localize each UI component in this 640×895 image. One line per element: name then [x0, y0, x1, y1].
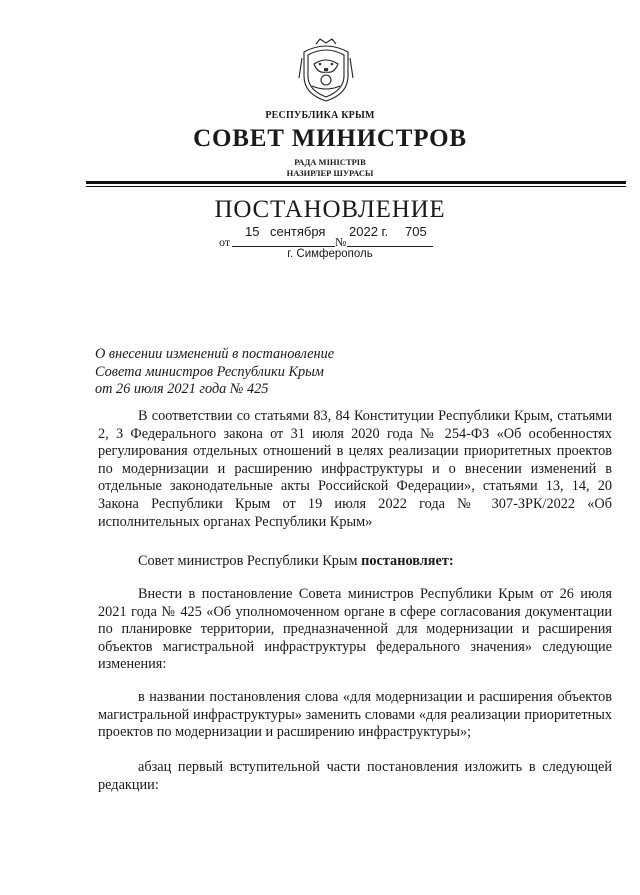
decree-month: сентября	[270, 224, 326, 239]
number-prefix: №	[335, 235, 347, 249]
decree-city: г. Симферополь	[287, 248, 373, 260]
header-thick-rule	[86, 181, 626, 184]
decree-subject	[95, 346, 395, 399]
body-paragraph	[98, 586, 612, 674]
body-paragraph-resolves	[98, 553, 612, 571]
republic-name: РЕСПУБЛИКА КРЫМ	[265, 110, 375, 121]
number-underline	[347, 246, 433, 247]
resolves-keyword: постановляет:	[361, 553, 454, 569]
body-paragraph-text: В соответствии со статьями 83, 84 Конституции Республики Крым, статьями 2, 3 Федерального закона от 31 июля 2020 года № 254-ФЗ «Об особенностях регулирования отдельных отношений в целях реализации приоритетных проектов по модернизации и расширению инфраструктуры и о внесении изменений в отдельные законодательные акты Российской Федерации», статьями 13, 14, 20 Закона Республики Крым от 19 июля 2022 года № 307-ЗРК/2022 «Об исполнительных органах Республики Крым»	[98, 408, 612, 530]
decree-year: 2022 г.	[349, 224, 389, 239]
resolves-text: Совет министров Республики Крым	[138, 553, 358, 569]
council-name: СОВЕТ МИНИСТРОВ	[193, 125, 467, 152]
date-prefix: от	[219, 235, 231, 249]
body-paragraph-text: Внести в постановление Совета министров Республики Крым от 26 июля 2021 года № 425 «Об уполномоченном органе в сфере согласования документации по планировке территории, предназначенной для модернизации и расширения объектов магистральной инфраструктуры федерального значения» следующие изменения:	[98, 586, 612, 673]
body-paragraph	[98, 408, 612, 531]
council-name-ukrainian: РАДА МІНІСТРІВ	[294, 157, 366, 167]
council-name-translations	[0, 157, 640, 179]
body-paragraph	[98, 759, 612, 794]
council-name-crimean-tatar: НАЗИРЛЕР ШУРАСЫ	[286, 168, 374, 178]
body-paragraph-text: в названии постановления слова «для модернизации и расширения объектов магистральной инфраструктуры» заменить словами «для реализации приоритетных проектов по модернизации и расширению инфраструктуры»;	[98, 689, 612, 741]
decree-number: 705	[405, 224, 427, 239]
decree-date-row	[0, 224, 640, 248]
subject-line: О внесении изменений в постановление	[95, 346, 335, 362]
decree-title: ПОСТАНОВЛЕНИЕ	[214, 196, 446, 223]
date-underline	[232, 246, 335, 247]
header-thin-rule	[86, 186, 626, 187]
subject-line: от 26 июля 2021 года № 425	[95, 381, 269, 397]
body-paragraph	[98, 689, 612, 742]
coat-of-arms-icon	[298, 38, 354, 104]
decree-day: 15	[245, 224, 260, 239]
body-paragraph-text: абзац первый вступительной части постановления изложить в следующей редакции:	[98, 759, 612, 793]
subject-line: Совета министров Республики Крым	[95, 363, 324, 380]
